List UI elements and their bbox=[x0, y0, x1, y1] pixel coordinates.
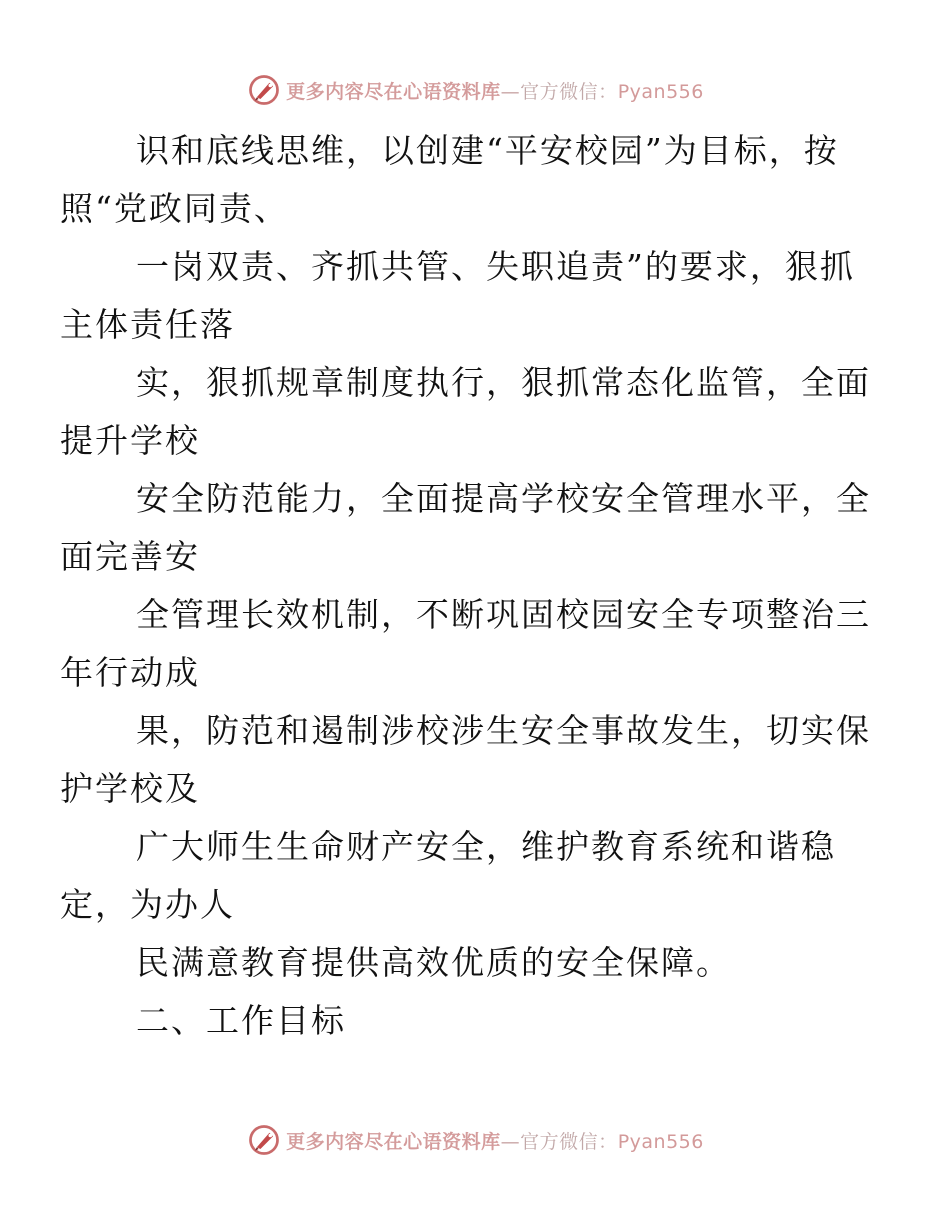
paragraph-line: 全管理长效机制，不断巩固校园安全专项整治三 bbox=[136, 595, 871, 634]
paragraph-line: 识和底线思维，以创建“平安校园”为目标，按 bbox=[136, 131, 839, 170]
paragraph-line: 主体责任落 bbox=[60, 305, 235, 344]
paragraph-line: 广大师生生命财产安全，维护教育系统和谐稳 bbox=[136, 827, 836, 866]
watermark-header bbox=[0, 70, 950, 110]
paragraph-line: 安全防范能力，全面提高学校安全管理水平，全 bbox=[136, 479, 871, 518]
paragraph-line: 照“党政同责、 bbox=[60, 189, 289, 228]
watermark-id: Pyan556 bbox=[617, 80, 704, 103]
section-heading bbox=[98, 992, 858, 1050]
watermark-text bbox=[286, 77, 704, 104]
paragraph-line: 护学校及 bbox=[60, 769, 200, 808]
paragraph bbox=[60, 702, 871, 818]
paragraph-line: 面完善安 bbox=[60, 537, 200, 576]
paragraph bbox=[98, 934, 858, 992]
watermark-main: 更多内容尽在心语资料库 bbox=[286, 1130, 501, 1153]
watermark-text bbox=[286, 1127, 704, 1154]
watermark-label: 官方微信： bbox=[520, 80, 618, 103]
watermark-footer bbox=[0, 1120, 950, 1160]
paragraph bbox=[60, 818, 858, 934]
paragraph bbox=[60, 586, 871, 702]
paragraph bbox=[60, 122, 858, 238]
watermark-separator: — bbox=[500, 1130, 521, 1153]
paragraph-line: 定，为办人 bbox=[60, 885, 235, 924]
watermark-separator: — bbox=[500, 80, 521, 103]
paragraph-line: 提升学校 bbox=[60, 421, 200, 460]
paragraph bbox=[60, 470, 871, 586]
paragraph bbox=[60, 238, 858, 354]
paragraph bbox=[60, 354, 871, 470]
paragraph-line: 实，狠抓规章制度执行，狠抓常态化监管，全面 bbox=[136, 363, 871, 402]
paragraph-line: 果，防范和遏制涉校涉生安全事故发生，切实保 bbox=[136, 711, 871, 750]
document-body bbox=[60, 122, 871, 1050]
section-heading-text: 二、工作目标 bbox=[136, 1001, 346, 1040]
watermark-label: 官方微信： bbox=[520, 1130, 618, 1153]
paragraph-line: 年行动成 bbox=[60, 653, 200, 692]
paragraph-line: 一岗双责、齐抓共管、失职追责”的要求，狠抓 bbox=[136, 247, 855, 286]
watermark-main: 更多内容尽在心语资料库 bbox=[286, 80, 501, 103]
paragraph-line: 民满意教育提供高效优质的安全保障。 bbox=[136, 943, 731, 982]
pen-nib-logo-icon bbox=[246, 1122, 282, 1158]
pen-nib-logo-icon bbox=[246, 72, 282, 108]
watermark-id: Pyan556 bbox=[617, 1130, 704, 1153]
